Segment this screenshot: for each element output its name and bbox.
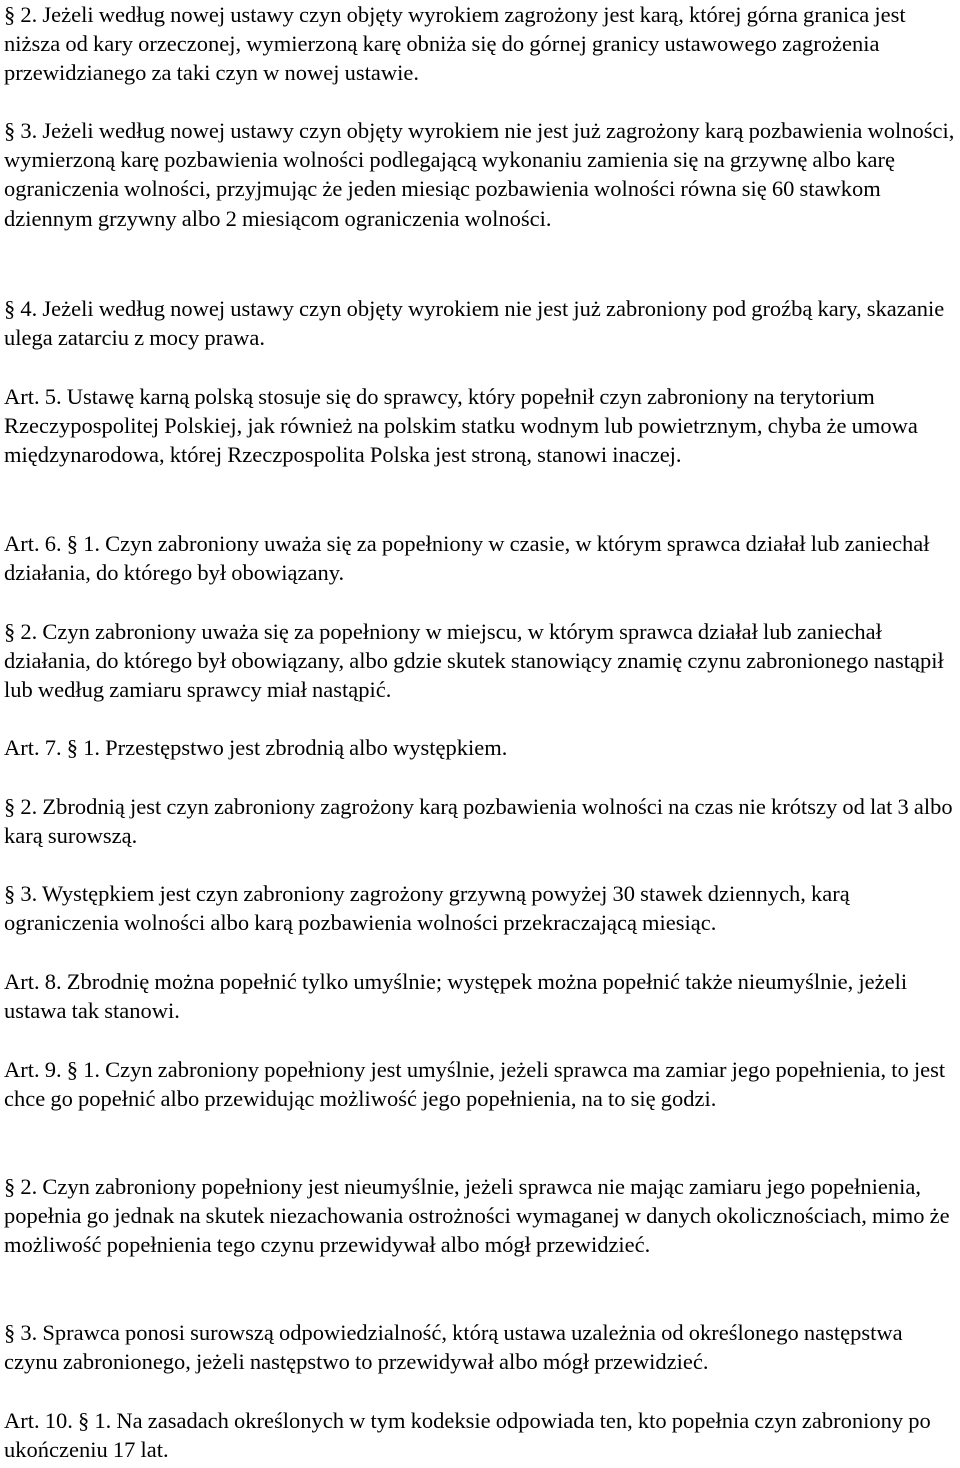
paragraph-art7-par1: Art. 7. § 1. Przestępstwo jest zbrodnią albo występkiem. — [4, 735, 508, 760]
paragraph-art6-par2: § 2. Czyn zabroniony uważa się za popełniony w miejscu, w którym sprawca działał lub zaniechał działania, do którego był obowiązany, albo gdzie skutek stanowiący znamię czynu zabronionego nastąpił lub według zamiaru sprawcy miał nastąpić. — [4, 619, 949, 703]
paragraph-art6-par1: Art. 6. § 1. Czyn zabroniony uważa się za popełniony w czasie, w którym sprawca działał lub zaniechał działania, do którego był obowiązany. — [4, 531, 935, 586]
paragraph-art8: Art. 8. Zbrodnię można popełnić tylko umyślnie; występek można popełnić także nieumyślnie, jeżeli ustawa tak stanowi. — [4, 969, 913, 1024]
paragraph-art5: Art. 5. Ustawę karną polską stosuje się do sprawcy, który popełnił czyn zabroniony na terytorium Rzeczypospolitej Polskiej, jak również na polskim statku wodnym lub powietrznym, chyba że umowa międzynarodowa, której Rzeczpospolita Polska jest stroną, stanowi inaczej. — [4, 384, 923, 468]
paragraph-art10-par1: Art. 10. § 1. Na zasadach określonych w tym kodeksie odpowiada ten, kto popełnia czyn zabroniony po ukończeniu 17 lat. — [4, 1408, 936, 1463]
paragraph-art4-par4: § 4. Jeżeli według nowej ustawy czyn objęty wyrokiem nie jest już zabroniony pod groźbą kary, skazanie ulega zatarciu z mocy prawa. — [4, 296, 950, 351]
paragraph-art7-par2: § 2. Zbrodnią jest czyn zabroniony zagrożony karą pozbawienia wolności na czas nie krótszy od lat 3 albo karą surowszą. — [4, 794, 958, 849]
paragraph-art7-par3: § 3. Występkiem jest czyn zabroniony zagrożony grzywną powyżej 30 stawek dziennych, karą ograniczenia wolności albo karą pozbawienia wolności przekraczającą miesiąc. — [4, 881, 855, 936]
paragraph-art9-par1: Art. 9. § 1. Czyn zabroniony popełniony jest umyślnie, jeżeli sprawca ma zamiar jego popełnienia, to jest chce go popełnić albo przewidując możliwość jego popełnienia, na to się godzi. — [4, 1057, 951, 1112]
paragraph-art9-par2: § 2. Czyn zabroniony popełniony jest nieumyślnie, jeżeli sprawca nie mając zamiaru jego popełnienia, popełnia go jednak na skutek niezachowania ostrożności wymaganej w danych okolicznościach, mimo że możliwość popełnienia tego czynu przewidywał albo mógł przewidzieć. — [4, 1174, 955, 1258]
paragraph-art9-par3: § 3. Sprawca ponosi surowszą odpowiedzialność, którą ustawa uzależnia od określonego następstwa czynu zabronionego, jeżeli następstwo to przewidywał albo mógł przewidzieć. — [4, 1320, 908, 1375]
paragraph-art4-par2: § 2. Jeżeli według nowej ustawy czyn objęty wyrokiem zagrożony jest karą, której górna granica jest niższa od kary orzeczonej, wymierzoną karę obniża się do górnej granicy ustawowego zagrożenia przewidzianego za taki czyn w nowej ustawie. — [4, 2, 911, 86]
paragraph-art4-par3: § 3. Jeżeli według nowej ustawy czyn objęty wyrokiem nie jest już zagrożony karą pozbawienia wolności, wymierzoną karę pozbawienia wolności podlegającą wykonaniu zamienia się na grzywnę albo karę ograniczenia wolności, przyjmując że jeden miesiąc pozbawienia wolności równa się 60 stawkom dziennym grzywny albo 2 miesiącom ograniczenia wolności. — [4, 118, 960, 231]
